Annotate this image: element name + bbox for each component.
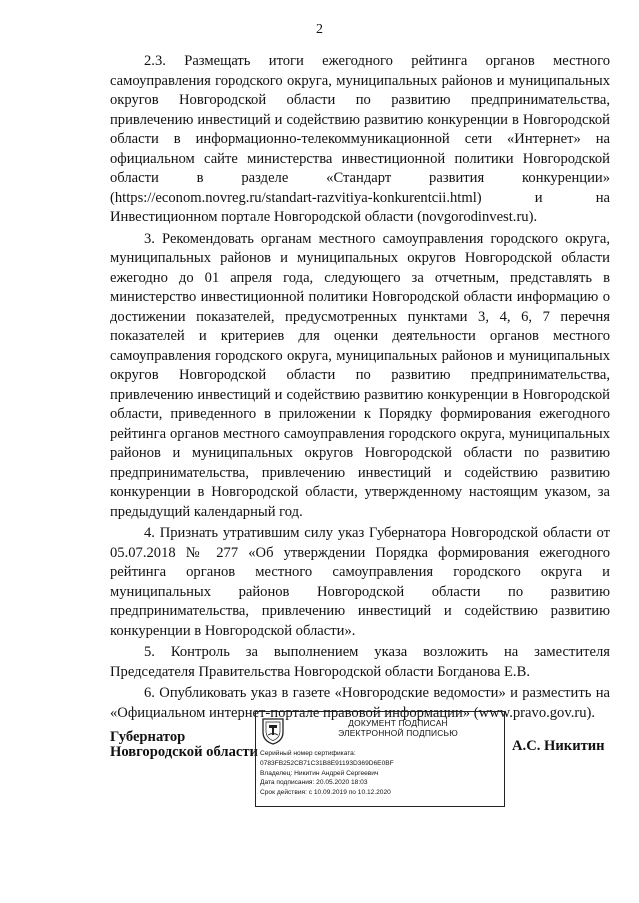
paragraph-2-3: 2.3. Размещать итоги ежегодного рейтинга органов местного самоуправления городского округа, муниципальных районов и муниципальных округов Новгородской области по развитию предпринимательства, привлечению инвестиций и содействию развитию конкуренции в Новгородской области в информационно-телекоммуникационной сети «Интернет» на официальном сайте министерства инвестиционной политики Новгородской области в разделе «Стандарт развития конкуренции» (https://econom.novreg.ru/standart-razvitiya-konkurentcii.html) и на Инвестиционном портале Новгородской области (novgorodinvest.ru). [110,53,610,225]
signatory-position [110,730,258,760]
stamp-title-line1: ДОКУМЕНТ ПОДПИСАН [348,718,448,728]
certificate-owner: Владелец: Никитин Андрей Сергеевич [260,769,379,777]
paragraph-3: 3. Рекомендовать органам местного самоуправления городского округа, муниципальных районов и муниципальных округов Новгородской области ежегодно до 01 апреля года, следующего за отчетным, представлять в министерство инвестиционной политики Новгородской области информацию о достижении показателей, предусмотренных пунктами 3, 4, 6, 7 перечня показателей и критериев для оценки деятельности органов местного самоуправления городского округа, муниципальных районов и муниципальных округов Новгородской области по развитию предпринимательства, привлечению инвестиций и содействию развитию конкуренции в Новгородской области, приведенного в приложении к Порядку формирования ежегодного рейтинга органов местного самоуправления городского округа, муниципальных районов и муниципальных округов Новгородской области по развитию предпринимательства, привлечению инвестиций и содействию развитию конкуренции в Новгородской области, утвержденному настоящим указом, за предыдущий календарный год. [110,230,610,520]
page-number: 2 [316,22,323,37]
document-body [110,52,610,723]
coat-of-arms-icon [261,717,285,745]
signing-date: Дата подписания: 20.05.2020 18:03 [260,779,368,787]
certificate-label: Серийный номер сертификата: [260,750,356,757]
signatory-position-line2: Новгородской области [110,744,258,760]
certificate-number: 0783FB252CB71C31B8E91193D369D6E0BF [260,759,394,767]
electronic-signature-stamp [255,711,505,807]
stamp-title [294,718,502,738]
signatory-name: А.С. Никитин [512,738,605,754]
signatory-position-line1: Губернатор [110,729,186,745]
stamp-title-line2: ЭЛЕКТРОННОЙ ПОДПИСЬЮ [338,728,458,738]
paragraph-5: 5. Контроль за выполнением указа возложить на заместителя Председателя Правительства Новгородской области Богданова Е.В. [110,644,610,680]
paragraph-6: 6. Опубликовать указ в газете «Новгородские ведомости» и разместить на «Официальном интернет-портале правовой информации» (www.pravo.gov.ru). [110,685,610,721]
paragraph-4: 4. Признать утратившим силу указ Губернатора Новгородской области от 05.07.2018 № 277 «Об утверждении Порядка формирования ежегодного рейтинга органов местного самоуправления городского округа и муниципальных районов Новгородской области по развитию предпринимательства, привлечению инвестиций и содействию развитию конкуренции в Новгородской области». [110,525,610,639]
certificate-validity: Срок действия: с 10.09.2019 по 10.12.2020 [260,789,391,797]
stamp-details [260,749,502,798]
